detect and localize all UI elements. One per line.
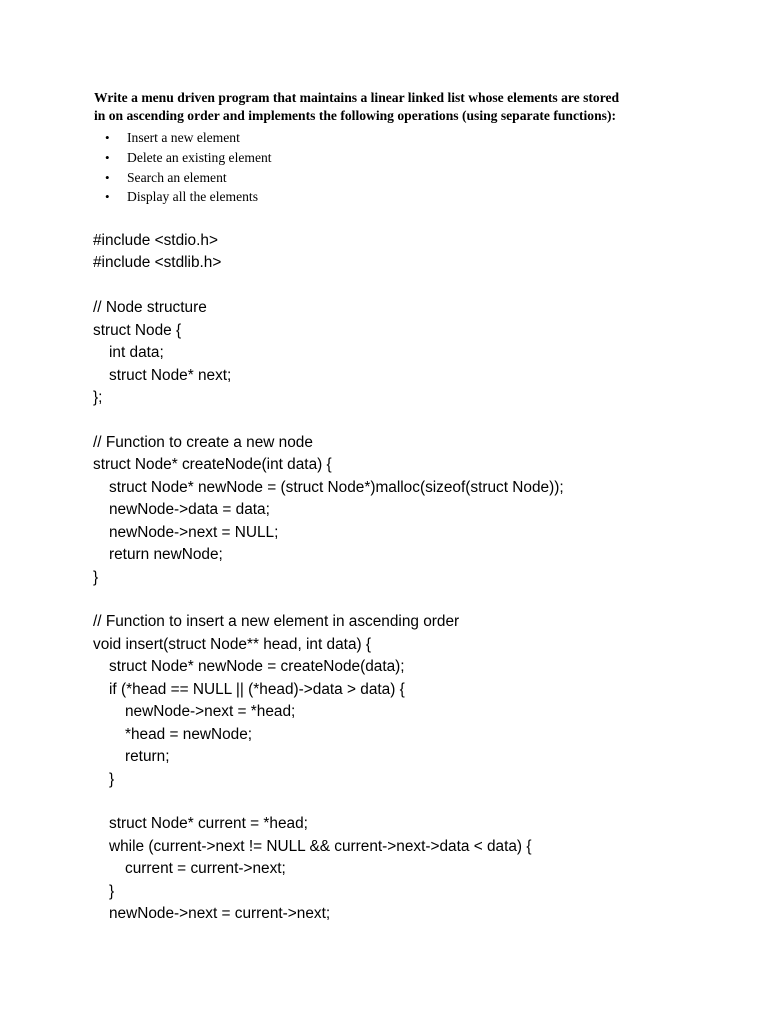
bullet-icon: • <box>105 189 110 205</box>
code-line: newNode->next = *head; <box>125 703 296 721</box>
code-block <box>93 230 564 926</box>
code-line: } <box>93 568 99 586</box>
code-line: #include <stdlib.h> <box>93 254 222 272</box>
code-line: #include <stdio.h> <box>93 232 218 249</box>
code-line: current = current->next; <box>125 860 286 878</box>
code-line <box>93 589 564 611</box>
list-item <box>94 128 694 148</box>
code-line: struct Node* newNode = createNode(data); <box>109 658 405 676</box>
code-line: *head = newNode; <box>125 725 253 743</box>
code-line <box>93 410 564 432</box>
code-line: struct Node* newNode = (struct Node*)malloc(sizeof(struct Node)); <box>109 478 564 496</box>
list-item <box>94 168 694 188</box>
code-line: struct Node* createNode(int data) { <box>93 456 332 474</box>
question-block <box>94 89 694 207</box>
code-line: } <box>109 770 115 788</box>
code-line: newNode->next = NULL; <box>109 523 279 541</box>
bullet-icon: • <box>105 130 110 145</box>
code-line: // Function to insert a new element in ascending order <box>93 613 460 631</box>
code-line: void insert(struct Node** head, int data) { <box>93 635 372 653</box>
question-title-line-2: in on ascending order and implements the following operations (using separate functions): <box>94 108 617 123</box>
code-line: if (*head == NULL || (*head)->data > data) { <box>109 680 405 698</box>
code-line: return; <box>125 748 170 766</box>
code-line: }; <box>93 389 103 407</box>
code-line: // Function to create a new node <box>93 433 313 451</box>
bullet-icon: • <box>105 169 110 185</box>
list-item <box>94 148 694 168</box>
code-line: struct Node { <box>93 321 182 339</box>
operations-list <box>94 128 694 207</box>
code-line: struct Node* next; <box>109 366 232 384</box>
code-line: return newNode; <box>109 546 223 564</box>
code-line: newNode->next = current->next; <box>109 905 331 923</box>
bullet-icon: • <box>105 149 110 165</box>
code-line: struct Node* current = *head; <box>109 815 308 833</box>
code-line: int data; <box>109 344 164 362</box>
code-line: while (current->next != NULL && current->next->data < data) { <box>109 837 532 855</box>
operation-display: Display all the elements <box>127 189 258 205</box>
code-line <box>93 791 564 813</box>
code-line: // Node structure <box>93 299 207 317</box>
operation-insert: Insert a new element <box>127 130 240 145</box>
operation-search: Search an element <box>127 169 227 185</box>
code-line: newNode->data = data; <box>109 501 270 519</box>
code-line <box>93 275 564 297</box>
code-line: } <box>109 882 115 900</box>
operation-delete: Delete an existing element <box>127 149 272 165</box>
question-title-line-1: Write a menu driven program that maintains a linear linked list whose elements are stored <box>94 90 620 105</box>
list-item <box>94 187 694 207</box>
